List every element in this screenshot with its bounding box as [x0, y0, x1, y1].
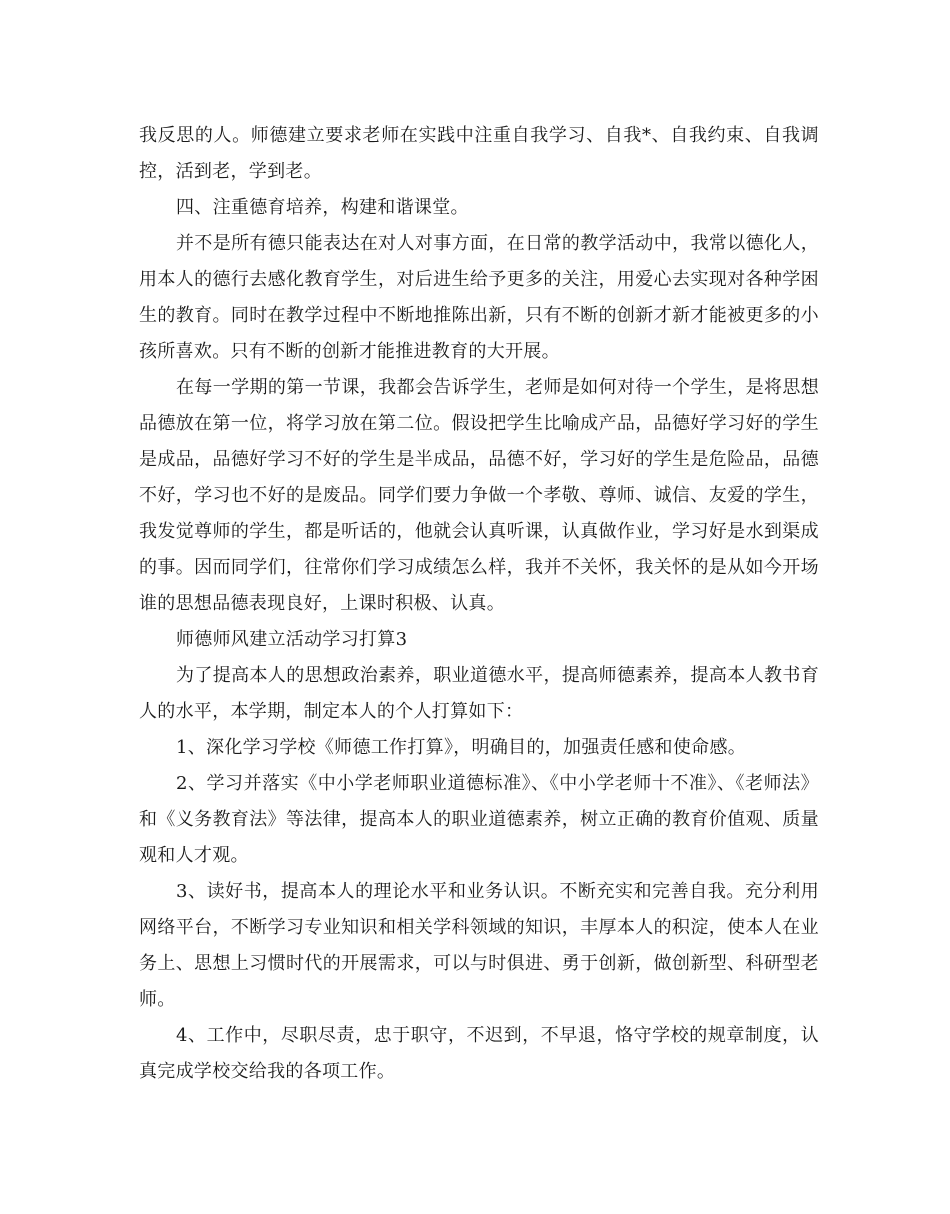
list-item: 3、读好书，提高本人的理论水平和业务认识。不断充实和完善自我。充分利用网络平台，不断学习专业知识和相关学科领域的知识，丰厚本人的积淀，使本人在业务上、思想上习惯时代的开展需求，可以与时俱进、勇于创新，做创新型、科研型老师。 — [139, 881, 819, 1010]
document-subtitle: 师德师风建立活动学习打算3 — [176, 629, 408, 650]
list-item: 1、深化学习学校《师德工作打算》，明确目的，加强责任感和使命感。 — [176, 737, 747, 758]
document-page — [139, 118, 819, 1090]
list-item: 2、学习并落实《中小学老师职业道德标准》、《中小学老师十不准》、《老师法》和《义务教育法》等法律，提高本人的职业道德素养，树立正确的教育价值观、质量观和人才观。 — [139, 773, 819, 866]
list-item: 4、工作中，尽职尽责，忠于职守，不迟到，不早退，恪守学校的规章制度，认真完成学校交给我的各项工作。 — [139, 1025, 819, 1082]
paragraph: 并不是所有德只能表达在对人对事方面，在日常的教学活动中，我常以德化人，用本人的德行去感化教育学生，对后进生给予更多的关注，用爱心去实现对各种学困生的教育。同时在教学过程中不断地推陈出新，只有不断的创新才新才能被更多的小孩所喜欢。只有不断的创新才能推进教育的大开展。 — [139, 233, 819, 362]
section-heading: 四、注重德育培养，构建和谐课堂。 — [176, 197, 469, 218]
paragraph-continuation: 我反思的人。师德建立要求老师在实践中注重自我学习、自我*、自我约束、自我调控，活到老，学到老。 — [139, 125, 819, 182]
paragraph: 为了提高本人的思想政治素养，职业道德水平，提高师德素养，提高本人教书育人的水平，本学期，制定本人的个人打算如下： — [139, 665, 819, 722]
paragraph: 在每一学期的第一节课，我都会告诉学生，老师是如何对待一个学生，是将思想品德放在第一位，将学习放在第二位。假设把学生比喻成产品，品德好学习好的学生是成品，品德好学习不好的学生是半成品，品德不好，学习好的学生是危险品，品德不好，学习也不好的是废品。同学们要力争做一个孝敬、尊师、诚信、友爱的学生，我发觉尊师的学生，都是听话的，他就会认真听课，认真做作业，学习好是水到渠成的事。因而同学们，往常你们学习成绩怎么样，我并不关怀，我关怀的是从如今开场谁的思想品德表现良好，上课时积极、认真。 — [139, 377, 819, 614]
